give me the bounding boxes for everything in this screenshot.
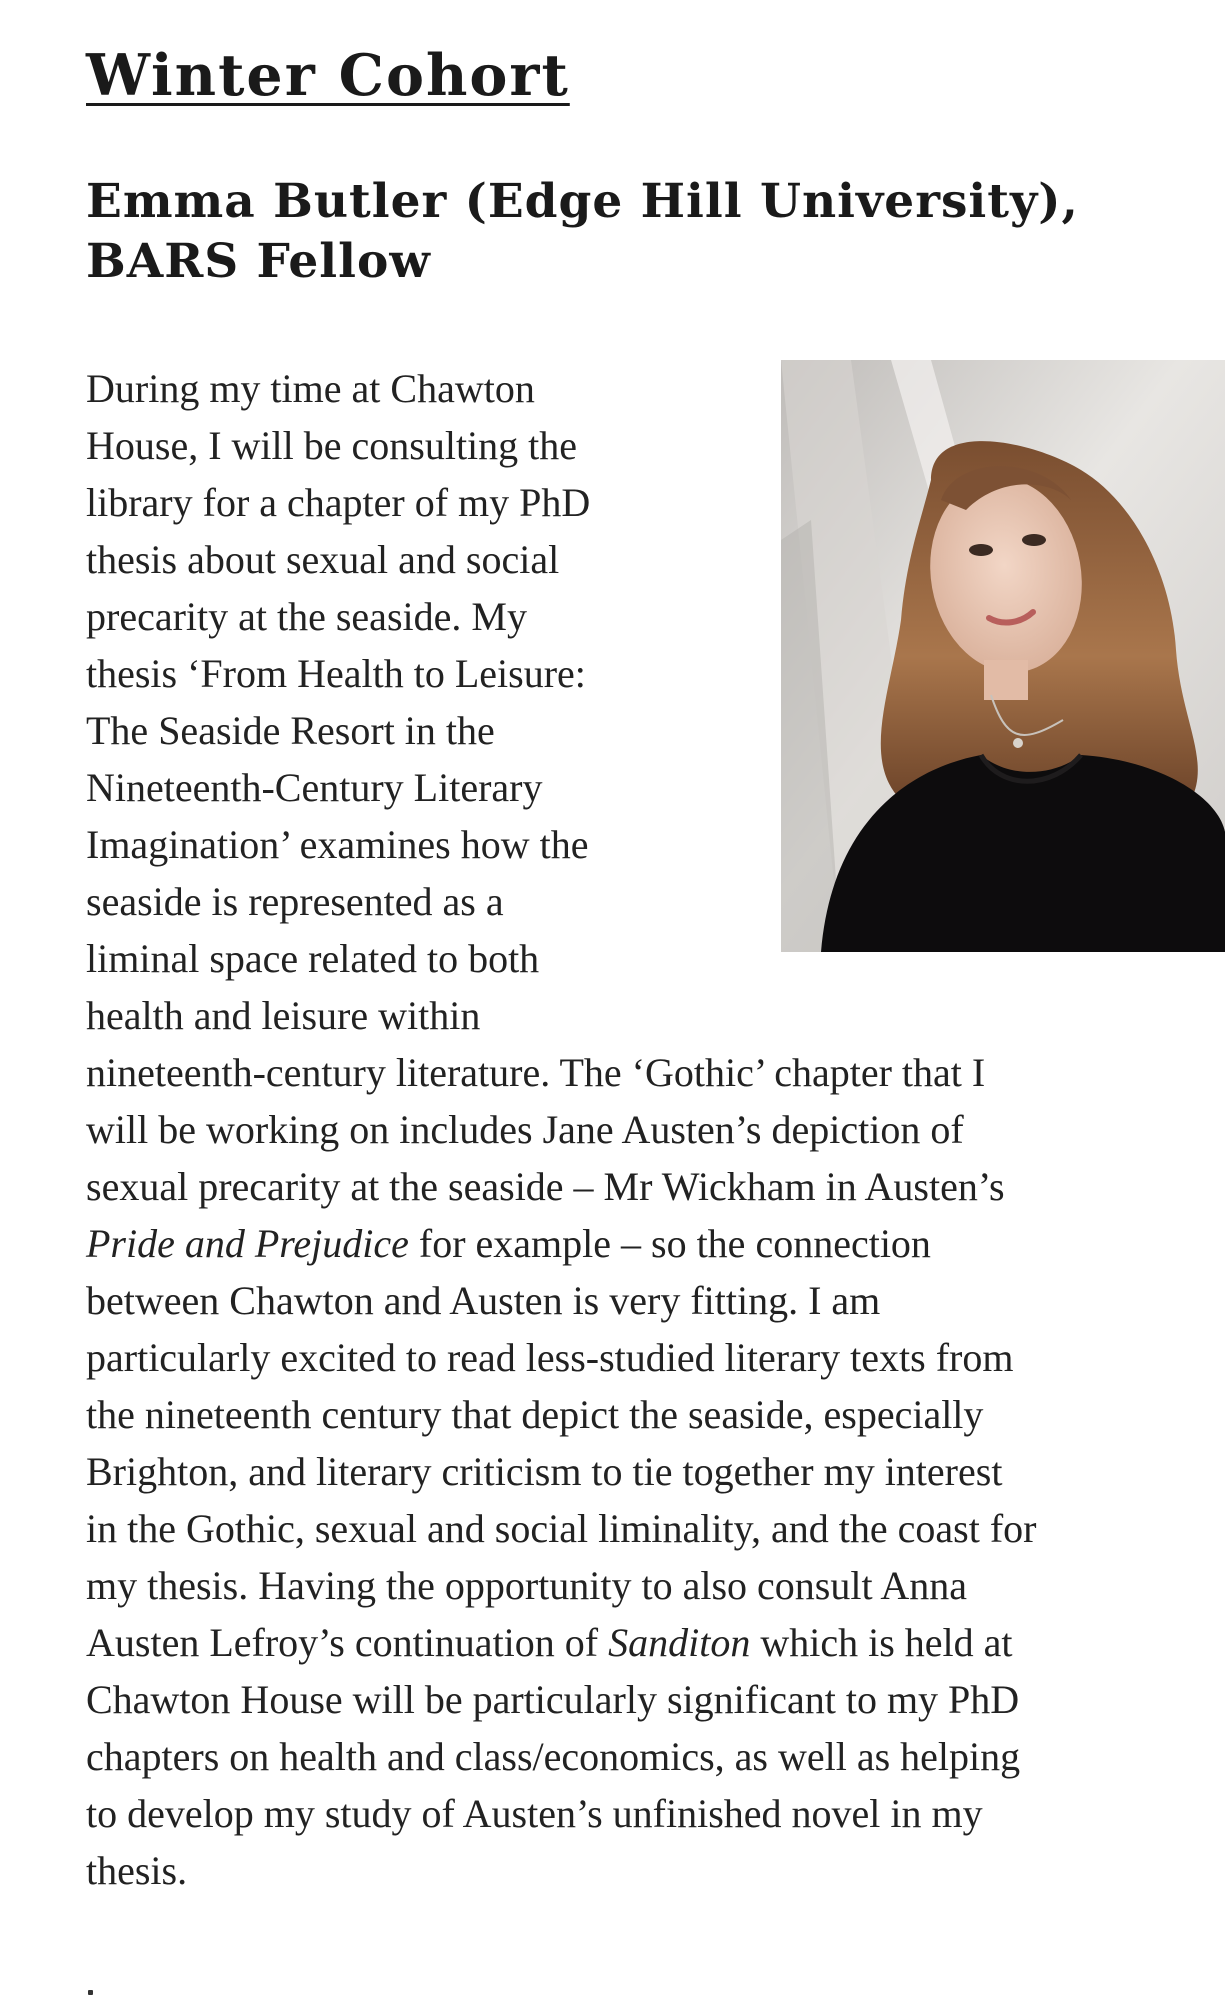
bio-line: liminal space related to both: [86, 936, 540, 981]
bio-line: my thesis. Having the opportunity to also consult Anna: [86, 1563, 968, 1608]
fellow-heading: [86, 172, 1079, 292]
bio-line: the nineteenth century that depict the seaside, especially: [86, 1392, 984, 1437]
page-continuation-mark: [88, 1990, 93, 1995]
fellow-title-line: BARS Fellow: [86, 234, 431, 289]
bio-line-with-title: [86, 1215, 1146, 1272]
bio-line: seaside is represented as a: [86, 879, 504, 924]
bio-line-rest: which is held at: [760, 1620, 1013, 1665]
bio-line: to develop my study of Austen’s unfinished novel in my: [86, 1791, 983, 1836]
bio-line: The Seaside Resort in the: [86, 708, 495, 753]
bio-line: House, I will be consulting the: [86, 423, 578, 468]
section-title: Winter Cohort: [86, 42, 570, 109]
bio-line: nineteenth-century literature. The ‘Gothic’ chapter that I: [86, 1050, 986, 1095]
bio-line: thesis.: [86, 1848, 188, 1893]
bio-line: thesis about sexual and social: [86, 537, 560, 582]
portrait-illustration: [781, 360, 1225, 952]
bio-line-rest: for example – so the connection: [418, 1221, 931, 1266]
bio-line: chapters on health and class/economics, as well as helping: [86, 1734, 1021, 1779]
book-title-sanditon: Sanditon: [608, 1620, 751, 1665]
bio-line: will be working on includes Jane Austen’s depiction of: [86, 1107, 964, 1152]
bio-line: library for a chapter of my PhD: [86, 480, 591, 525]
bio-line: thesis ‘From Health to Leisure:: [86, 651, 586, 696]
bio-line: precarity at the seaside. My: [86, 594, 527, 639]
bio-line: Brighton, and literary criticism to tie together my interest: [86, 1449, 1003, 1494]
bio-line: sexual precarity at the seaside – Mr Wickham in Austen’s: [86, 1164, 1005, 1209]
book-title-pride-and-prejudice: Pride and Prejudice: [86, 1221, 409, 1266]
bio-line: Nineteenth-Century Literary: [86, 765, 543, 810]
bio-line-with-title: [86, 1614, 1146, 1671]
bio-line: During my time at Chawton: [86, 366, 535, 411]
bio-line: Imagination’ examines how the: [86, 822, 589, 867]
fellow-portrait-photo: [781, 360, 1225, 952]
bio-line: in the Gothic, sexual and social liminality, and the coast for: [86, 1506, 1037, 1551]
bio-line: Chawton House will be particularly significant to my PhD: [86, 1677, 1020, 1722]
bio-line: between Chawton and Austen is very fitting. I am: [86, 1278, 881, 1323]
bio-line-start: Austen Lefroy’s continuation of: [86, 1620, 599, 1665]
fellow-name-line: Emma Butler (Edge Hill University),: [86, 174, 1079, 229]
bio-line: particularly excited to read less-studied literary texts from: [86, 1335, 1014, 1380]
bio-line: health and leisure within: [86, 993, 481, 1038]
